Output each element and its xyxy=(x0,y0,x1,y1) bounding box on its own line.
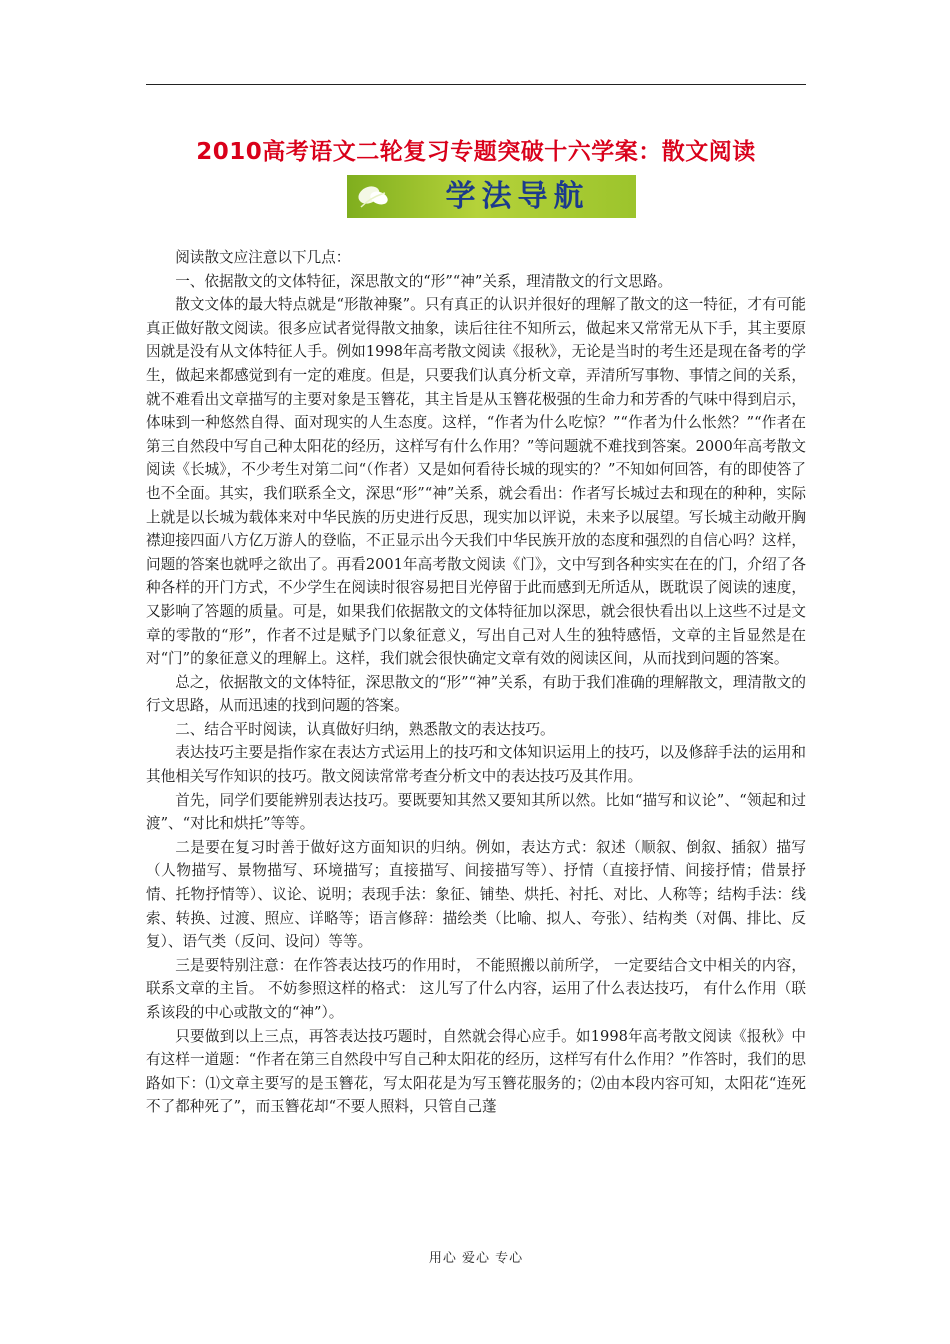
paragraph: 二、结合平时阅读，认真做好归纳，熟悉散文的表达技巧。 xyxy=(175,720,555,738)
paragraph: 三是要特别注意：在作答表达技巧的作用时， 不能照搬以前所学， 一定要结合文中相关的内容， 联系文章的主旨。 不妨参照这样的格式： 这儿写了什么内容，运用了什么表达技巧， 有什么作用（联系该段的中心或散文的“神”）。 xyxy=(146,956,806,1021)
banner-title: 学法导航 xyxy=(445,179,590,214)
paragraph: 只要做到以上三点，再答表达技巧题时，自然就会得心应手。如1998年高考散文阅读《报秋》中有这样一道题：“作者在第三自然段中写自己种太阳花的经历，这样写有什么作用？”作答时，我们的思路如下：⑴文章主要写的是玉簪花，写太阳花是为写玉簪花服务的；⑵由本段内容可知，太阳花“连死不了都种死了”，而玉簪花却“不要人照料，只管自己蓬 xyxy=(146,1027,806,1116)
paragraph: 首先，同学们要能辨别表达技巧。要既要知其然又要知其所以然。比如“描写和议论”、“领起和过渡”、“对比和烘托”等等。 xyxy=(146,791,806,833)
paragraph: 阅读散文应注意以下几点： xyxy=(175,249,351,266)
page-footer: 用心 爱心 专心 xyxy=(428,1251,524,1266)
paragraph: 散文文体的最大特点就是“形散神聚”。只有真正的认识并很好的理解了散文的这一特征，才有可能真正做好散文阅读。很多应试者觉得散文抽象，读后往往不知所云，做起来又常常无从下手，其主要原因就是没有从文体特征人手。例如1998年高考散文阅读《报秋》，无论是当时的考生还是现在备考的学生，做起来都感觉到有一定的难度。但是，只要我们认真分析文章，弄清所写事物、事情之间的关系，就不难看出文章描写的主要对象是玉簪花，其主旨是从玉簪花极强的生命力和芳香的气味中得到启示，体味到一种悠然自得、面对现实的人生态度。这样，“作者为什么吃惊？”“作者为什么怅然？”“作者在第三自然段中写自己种太阳花的经历，这样写有什么作用？”等问题就不难找到答案。2000年高考散文阅读《长城》，不少考生对第二问“（作者）又是如何看待长城的现实的？”不知如何回答，有的即使答了也不全面。其实，我们联系全文，深思“形”“神”关系，就会看出：作者写长城过去和现在的种种，实际上就是以长城为载体来对中华民族的历史进行反思，现实加以评说，未来予以展望。写长城主动敞开胸襟迎接四面八方亿万游人的登临，不正显示出今天我们中华民族开放的态度和强烈的自信心吗？这样，问题的答案也就呼之欲出了。再看2001年高考散文阅读《门》，文中写到各种实实在在的门，介绍了各种各样的开门方式，不少学生在阅读时很容易把目光停留于此而感到无所适从，既耽误了阅读的速度，又影响了答题的质量。可是，如果我们依据散文的文体特征加以深思，就会很快看出以上这些不过是文章的零散的“形”，作者不过是赋予门以象征意义，写出自己对人生的独特感悟，文章的主旨显然是在对“门”的象征意义的理解上。这样，我们就会很快确定文章有效的阅读区间，从而找到问题的答案。 xyxy=(146,296,806,668)
paragraph: 总之，依据散文的文体特征，深思散文的“形”“神”关系，有助于我们准确的理解散文，理清散文的行文思路，从而迅速的找到问题的答案。 xyxy=(146,673,806,715)
leaf-icon xyxy=(355,181,391,211)
document-body xyxy=(146,246,806,1119)
header-rule xyxy=(146,84,806,85)
document-title: 2010高考语文二轮复习专题突破十六学案：散文阅读 xyxy=(196,139,756,165)
section-banner xyxy=(347,175,636,218)
paragraph: 表达技巧主要是指作家在表达方式运用上的技巧和文体知识运用上的技巧，以及修辞手法的运用和其他相关写作知识的技巧。散文阅读常常考查分析文中的表达技巧及其作用。 xyxy=(146,744,806,786)
paragraph: 一、依据散文的文体特征，深思散文的“形”“神”关系，理清散文的行文思路。 xyxy=(175,272,673,290)
paragraph: 二是要在复习时善于做好这方面知识的归纳。例如，表达方式：叙述（顺叙、倒叙、插叙）描写（人物描写、景物描写、环境描写；直接描写、间接描写等）、抒情（直接抒情、间接抒情；借景抒情、托物抒情等）、议论、说明；表现手法：象征、铺垫、烘托、衬托、对比、人称等；结构手法：线索、转换、过渡、照应、详略等；语言修辞：描绘类（比喻、拟人、夸张）、结构类（对偶、排比、反复）、语气类（反问、设问）等等。 xyxy=(146,838,806,951)
